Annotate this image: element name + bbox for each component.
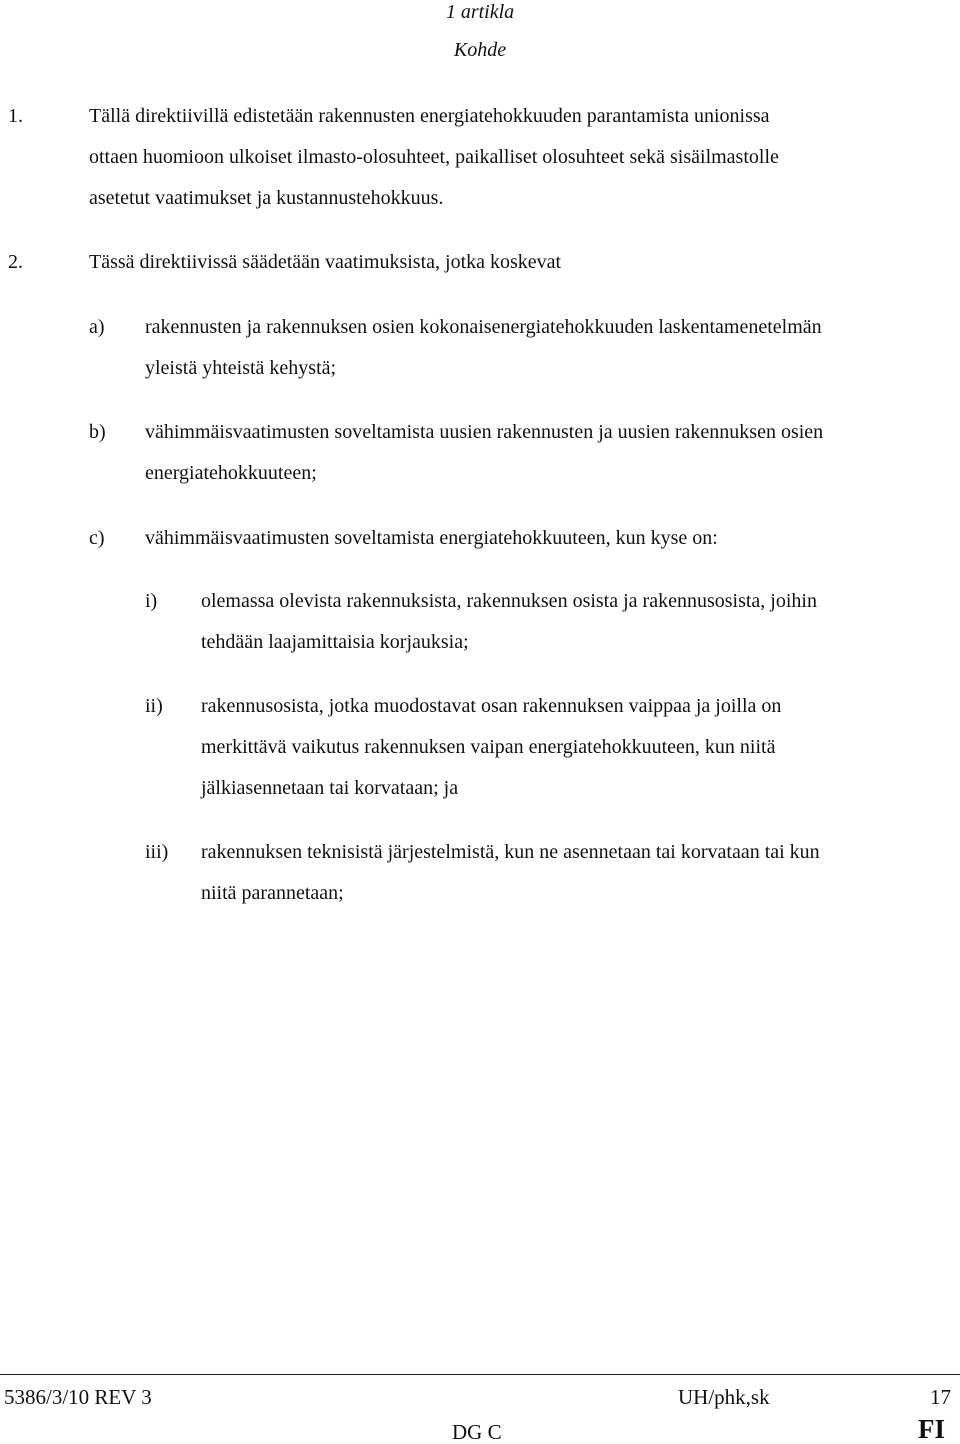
footer-rule (0, 1374, 960, 1375)
footer-language-code: FI (918, 1414, 945, 1444)
para1-line-2: ottaen huomioon ulkoiset ilmasto-olosuhteet, paikalliset olosuhteet sekä sisäilmastolle (89, 146, 779, 168)
para1-number: 1. (8, 105, 23, 127)
item-b-line-1: vähimmäisvaatimusten soveltamista uusien rakennusten ja uusien rakennuksen osien (145, 421, 824, 443)
para2-number: 2. (8, 251, 23, 273)
subitem-iii-label: iii) (145, 841, 169, 863)
subitem-ii-label: ii) (145, 695, 163, 717)
para2-text: Tässä direktiivissä säädetään vaatimuksista, jotka koskevat (89, 251, 562, 273)
footer-doc-ref: 5386/3/10 REV 3 (4, 1385, 152, 1409)
subitem-ii-line-3: jälkiasennetaan tai korvataan; ja (201, 777, 459, 799)
subitem-ii-line-1: rakennusosista, jotka muodostavat osan rakennuksen vaippaa ja joilla on (201, 695, 782, 717)
footer-page-number: 17 (930, 1385, 951, 1409)
para1-line-3: asetetut vaatimukset ja kustannustehokkuus. (89, 187, 444, 209)
para1-line-1: Tällä direktiivillä edistetään rakennusten energiatehokkuuden parantamista unionissa (89, 105, 770, 127)
item-c-label: c) (89, 527, 105, 549)
subitem-i-line-2: tehdään laajamittaisia korjauksia; (201, 631, 469, 653)
subitem-i-line-1: olemassa olevista rakennuksista, rakennuksen osista ja rakennusosista, joihin (201, 590, 817, 612)
subitem-iii-line-2: niitä parannetaan; (201, 882, 344, 904)
item-a-label: a) (89, 316, 105, 338)
footer-dg: DG C (452, 1420, 502, 1444)
item-b-line-2: energiatehokkuuteen; (145, 462, 317, 484)
subitem-i-label: i) (145, 590, 158, 612)
item-a-line-1: rakennusten ja rakennuksen osien kokonaisenergiatehokkuuden laskentamenetelmän (145, 316, 822, 338)
subitem-ii-line-2: merkittävä vaikutus rakennuksen vaipan energiatehokkuuteen, kun niitä (201, 736, 776, 758)
article-subject: Kohde (453, 39, 507, 61)
item-a-line-2: yleistä yhteistä kehystä; (145, 357, 337, 379)
subitem-iii-line-1: rakennuksen teknisistä järjestelmistä, kun ne asennetaan tai korvataan tai kun (201, 841, 820, 863)
footer-initials: UH/phk,sk (678, 1385, 770, 1409)
item-c-line-1: vähimmäisvaatimusten soveltamista energiatehokkuuteen, kun kyse on: (145, 527, 718, 549)
article-heading: 1 artikla (445, 1, 515, 23)
item-b-label: b) (89, 421, 106, 443)
